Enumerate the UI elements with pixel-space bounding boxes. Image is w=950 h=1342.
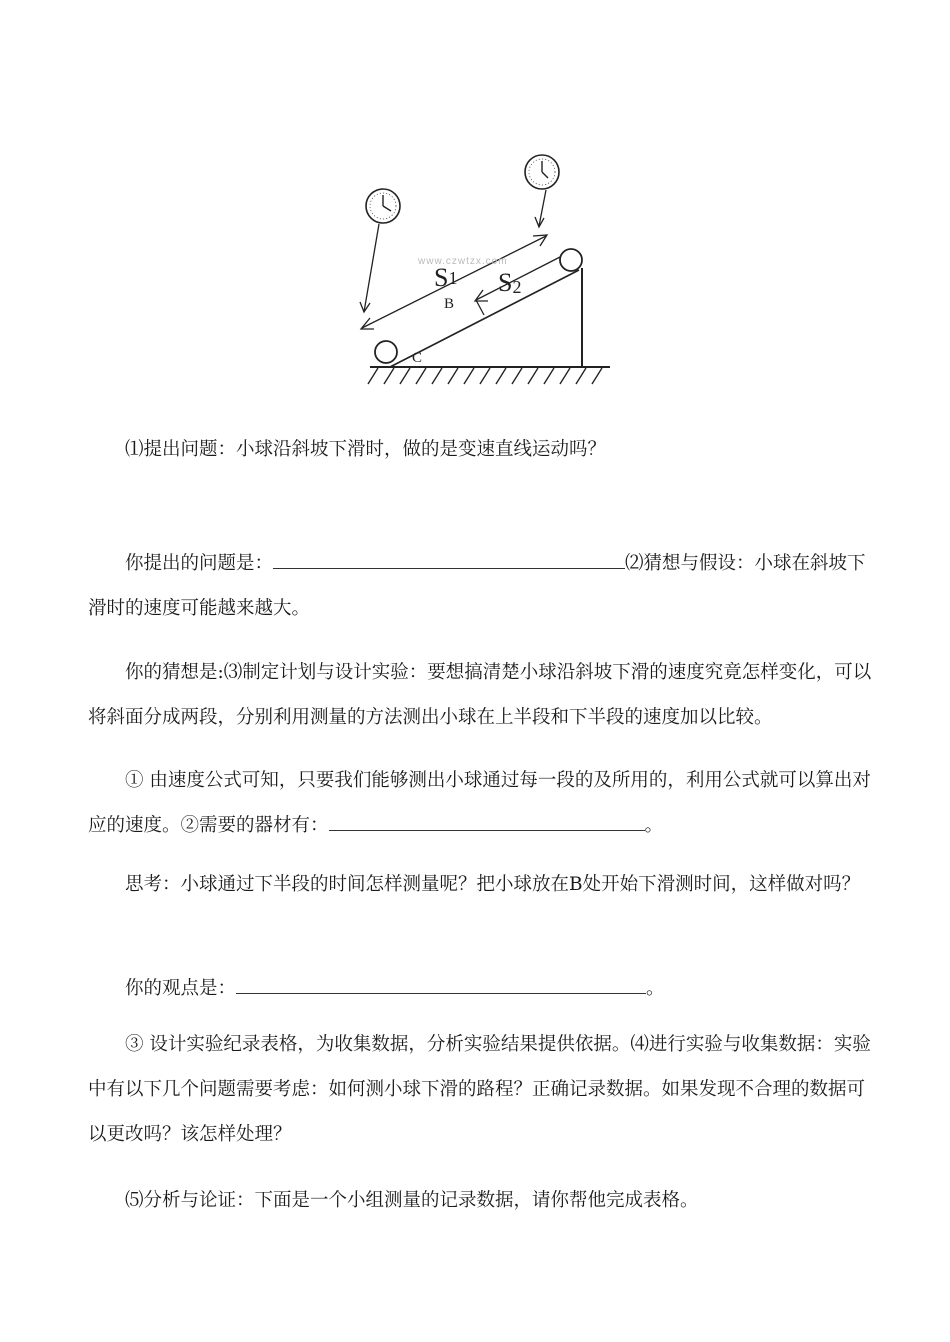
equipment-blank[interactable] — [329, 808, 645, 831]
paragraph-plan: 你的猜想是:⑶制定计划与设计实验：要想搞清楚小球沿斜坡下滑的速度究竟怎样变化，可以将斜面分成两段，分别利用测量的方法测出小球在上半段和下半段的速度加以比较。 — [88, 662, 872, 728]
paragraph-question: ⑴提出问题：小球沿斜坡下滑时，做的是变速直线运动吗？ — [125, 439, 607, 460]
your-question-label: 你提出的问题是： — [125, 553, 274, 574]
ground-hatching — [368, 368, 602, 384]
s1-label: S1 — [434, 263, 458, 292]
paragraph-record-table: ③ 设计实验纪录表格，为收集数据，分析实验结果提供依据。⑷进行实验与收集数据：实验中有以下几个问题需要考虑：如何测小球下滑的路程？正确记录数据。如果发现不合理的数据可以更改吗？该怎样处理？ — [88, 1034, 871, 1145]
equipment-text: ① 由速度公式可知，只要我们能够测出小球通过每一段的及所用的，利用公式就可以算出对应的速度。②需要的器材有： — [88, 770, 871, 836]
opinion-blank[interactable] — [236, 971, 646, 994]
equipment-end: 。 — [644, 815, 664, 836]
incline-diagram — [350, 140, 620, 400]
opinion-end: 。 — [646, 978, 665, 999]
incline-experiment-figure — [350, 140, 620, 400]
s2-label: S2 — [498, 268, 522, 297]
paragraph-analysis: ⑸分析与论证：下面是一个小组测量的记录数据，请你帮他完成表格。 — [125, 1190, 699, 1211]
stopwatch-left-icon — [366, 189, 400, 223]
point-c-label: C — [412, 350, 423, 366]
watermark-text: www.czwtzx.com — [418, 256, 508, 267]
paragraph-thinking: 思考：小球通过下半段的时间怎样测量呢？把小球放在B处开始下滑测时间，这样做对吗？ — [125, 874, 861, 895]
your-question-blank[interactable] — [273, 546, 625, 569]
ball-top — [560, 249, 582, 271]
stopwatch-right-icon — [525, 155, 559, 189]
point-b-label: B — [444, 296, 455, 312]
ball-bottom — [375, 341, 397, 363]
paragraph-opinion — [88, 966, 878, 1011]
paragraph-your-question — [88, 541, 878, 631]
opinion-label: 你的观点是： — [125, 978, 237, 999]
paragraph-equipment — [88, 758, 878, 848]
hypothesis-text: ⑵猜想与假设：小球在斜坡下滑时的速度可能越来越大。 — [88, 553, 866, 619]
